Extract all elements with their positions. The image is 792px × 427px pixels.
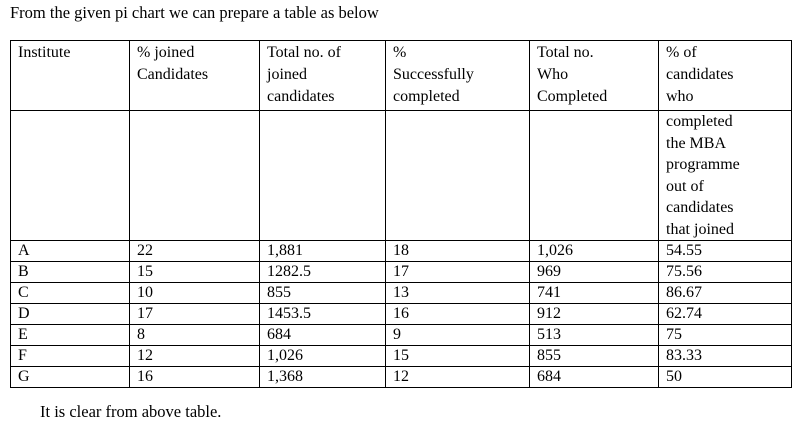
table-row <box>11 262 792 283</box>
header-percent-joined <box>130 41 260 111</box>
table-cell: 684 <box>260 325 386 346</box>
table-row <box>11 346 792 367</box>
table-row <box>11 367 792 388</box>
header-line: completed <box>666 113 733 130</box>
table-cell: 75.56 <box>659 262 792 283</box>
header-percent-completed <box>386 41 530 111</box>
table-cell: 684 <box>530 367 659 388</box>
header-continuation-cell <box>659 111 792 241</box>
table-cell: 9 <box>386 325 530 346</box>
header-row <box>11 41 792 111</box>
header-line: Institute <box>18 44 71 61</box>
header-line: % <box>393 44 407 61</box>
header-line: candidates <box>666 199 734 216</box>
table-cell: 62.74 <box>659 304 792 325</box>
header-total-joined <box>260 41 386 111</box>
table-cell: 12 <box>386 367 530 388</box>
table-cell: 10 <box>130 283 260 304</box>
table-cell: D <box>11 304 130 325</box>
header-percent-candidates <box>659 41 792 111</box>
table-cell: 1,026 <box>530 241 659 262</box>
table-cell: 16 <box>386 304 530 325</box>
table-cell: 855 <box>530 346 659 367</box>
table-cell: 1,026 <box>260 346 386 367</box>
header-line: out of <box>666 177 704 195</box>
header-line: Successfully <box>393 66 474 83</box>
outro-text: It is clear from above table. <box>40 402 222 421</box>
header-line: candidates <box>666 66 734 83</box>
header-line: candidates <box>267 88 335 105</box>
intro-text: From the given pi chart we can prepare a table as below <box>10 3 379 22</box>
table-cell: 12 <box>130 346 260 367</box>
table-cell: 22 <box>130 241 260 262</box>
table-cell: B <box>11 262 130 283</box>
table-cell: 15 <box>130 262 260 283</box>
header-line: Total no. of <box>267 44 341 61</box>
table-cell: C <box>11 283 130 304</box>
table-cell: 16 <box>130 367 260 388</box>
empty-cell <box>11 111 130 241</box>
table-cell: 83.33 <box>659 346 792 367</box>
header-line: programme <box>666 156 740 173</box>
empty-cell <box>260 111 386 241</box>
header-line: Candidates <box>137 66 209 83</box>
table-cell: 15 <box>386 346 530 367</box>
table-row <box>11 283 792 304</box>
table-cell: 513 <box>530 325 659 346</box>
table-cell: 1,881 <box>260 241 386 262</box>
table-cell: 741 <box>530 283 659 304</box>
header-line: Total no. <box>537 44 594 61</box>
header-total-completed <box>530 41 659 111</box>
table-cell: 50 <box>659 367 792 388</box>
table-cell: F <box>11 346 130 367</box>
header-line: who <box>666 88 694 105</box>
table-cell: 54.55 <box>659 241 792 262</box>
table-cell: 17 <box>130 304 260 325</box>
table-cell: 18 <box>386 241 530 262</box>
table-row <box>11 325 792 346</box>
header-line: % joined <box>137 44 195 61</box>
table-cell: G <box>11 367 130 388</box>
header-line: Completed <box>537 88 608 105</box>
table-cell: 75 <box>659 325 792 346</box>
table-cell: 1453.5 <box>260 304 386 325</box>
table-cell: 912 <box>530 304 659 325</box>
header-line: completed <box>393 88 460 105</box>
header-continuation-row <box>11 111 792 241</box>
table-cell: 1,368 <box>260 367 386 388</box>
table-cell: 1282.5 <box>260 262 386 283</box>
table-cell: E <box>11 325 130 346</box>
table-cell: 855 <box>260 283 386 304</box>
table-cell: 13 <box>386 283 530 304</box>
table-cell: 17 <box>386 262 530 283</box>
header-line: the MBA <box>666 134 726 152</box>
header-line: that joined <box>666 220 734 238</box>
empty-cell <box>386 111 530 241</box>
institute-table <box>10 40 792 388</box>
table-cell: A <box>11 241 130 262</box>
header-institute <box>11 41 130 111</box>
header-line: % of <box>666 44 697 61</box>
header-line: Who <box>537 66 569 83</box>
table-cell: 86.67 <box>659 283 792 304</box>
empty-cell <box>530 111 659 241</box>
table-row <box>11 304 792 325</box>
table-cell: 8 <box>130 325 260 346</box>
table-row <box>11 241 792 262</box>
empty-cell <box>130 111 260 241</box>
table-cell: 969 <box>530 262 659 283</box>
header-line: joined <box>267 66 307 83</box>
